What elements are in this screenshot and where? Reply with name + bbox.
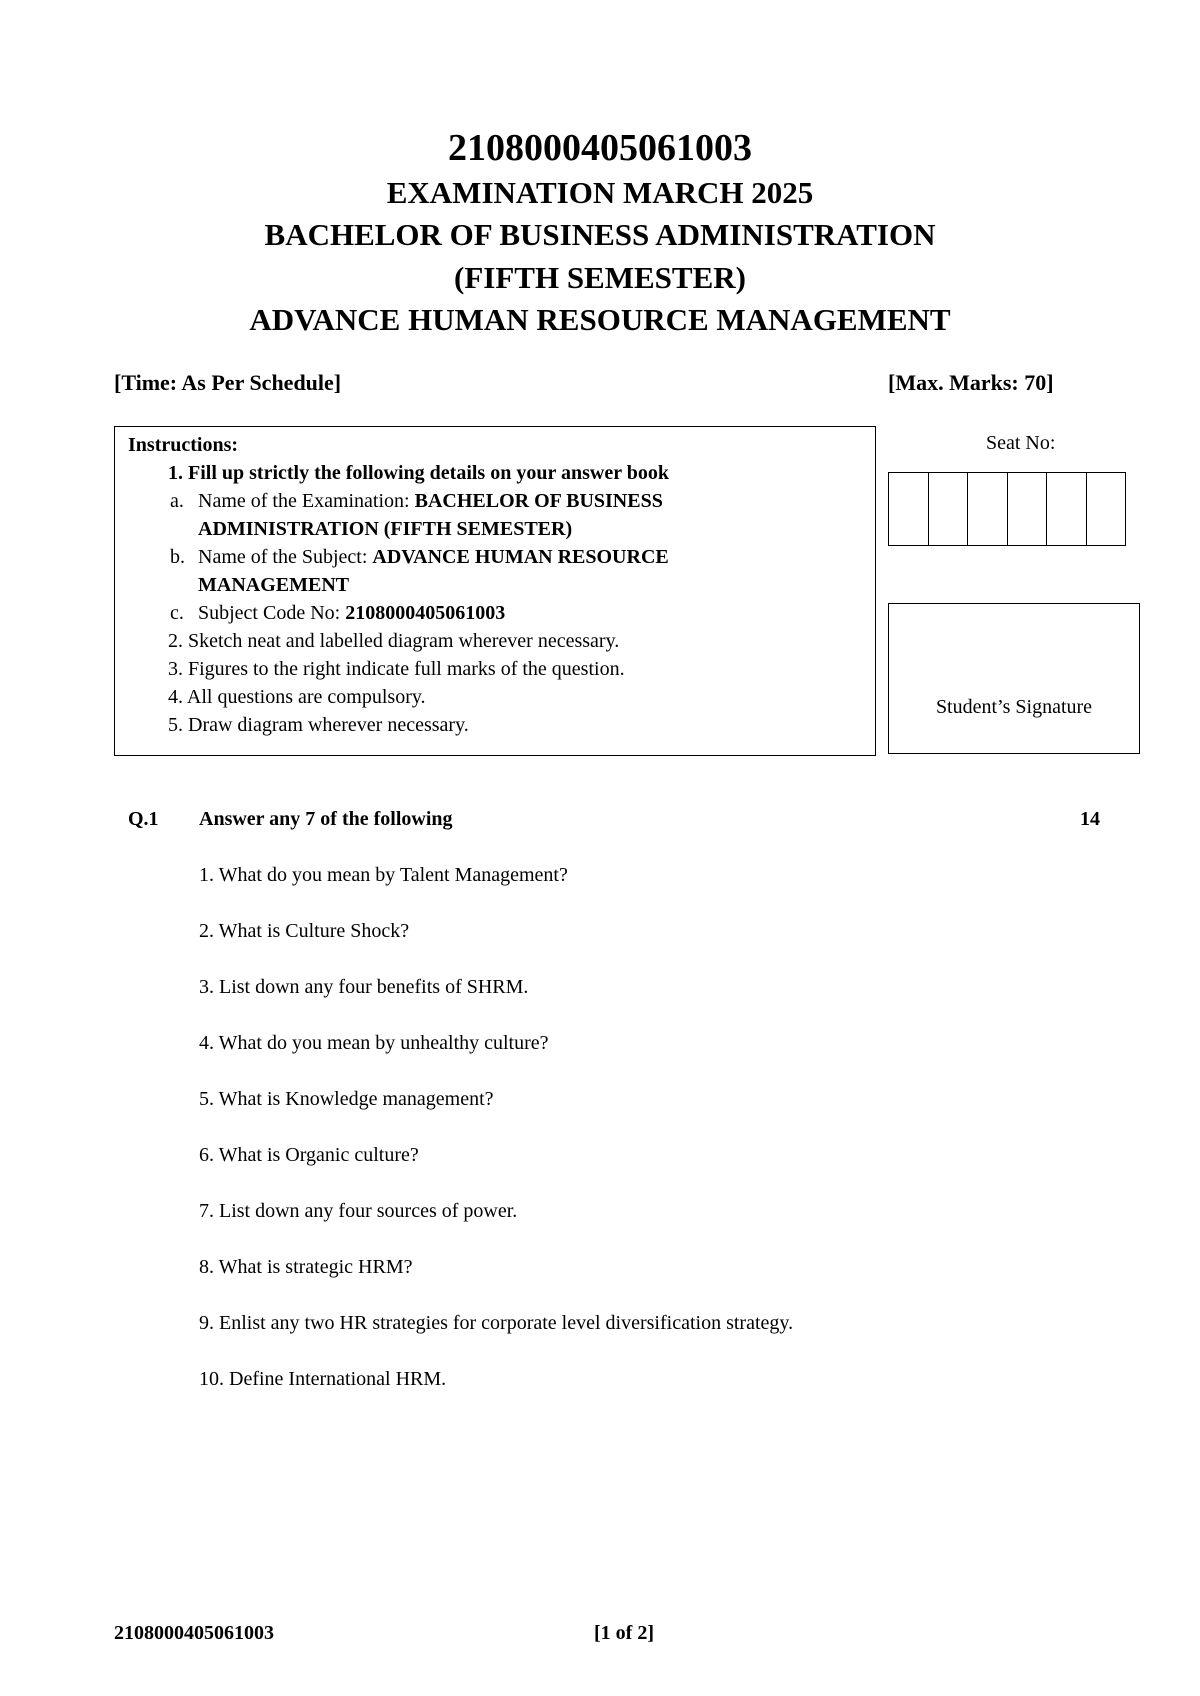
list-item: 5. What is Knowledge management? [199, 1088, 494, 1110]
seat-no-cell [889, 473, 929, 545]
time-label: [Time: As Per Schedule] [114, 370, 342, 395]
signature-label: Student’s Signature [935, 696, 1093, 718]
instruction-item-2: 2. Sketch neat and labelled diagram wherever necessary. [168, 630, 620, 652]
question-number: Q.1 [128, 808, 159, 830]
seat-no-label: Seat No: [986, 432, 1056, 454]
instruction-item-4: 4. All questions are compulsory. [168, 686, 426, 708]
instruction-b-prefix: b. [170, 546, 185, 568]
seat-no-cell [1087, 473, 1126, 545]
signature-box [888, 603, 1140, 754]
instruction-a-value: BACHELOR OF BUSINESS [414, 490, 663, 512]
question-marks: 14 [1080, 808, 1100, 830]
list-item: 10. Define International HRM. [199, 1368, 447, 1390]
instruction-c-label: Subject Code No: [198, 602, 346, 624]
subject-title: ADVANCE HUMAN RESOURCE MANAGEMENT [249, 302, 951, 337]
list-item: 4. What do you mean by unhealthy culture? [199, 1032, 549, 1054]
seat-no-grid [888, 472, 1126, 546]
instruction-a-label: Name of the Examination: [198, 490, 415, 512]
instruction-a-value-cont: ADMINISTRATION (FIFTH SEMESTER) [198, 518, 573, 540]
list-item: 3. List down any four benefits of SHRM. [199, 976, 529, 998]
instruction-item-3: 3. Figures to the right indicate full marks of the question. [168, 658, 625, 680]
question-title: Answer any 7 of the following [199, 808, 453, 830]
instruction-c-prefix: c. [170, 602, 184, 624]
instruction-item-5: 5. Draw diagram wherever necessary. [168, 714, 469, 736]
list-item: 6. What is Organic culture? [199, 1144, 419, 1166]
instruction-b [198, 543, 669, 571]
max-marks-label: [Max. Marks: 70] [888, 370, 1054, 395]
instruction-a-prefix: a. [170, 490, 184, 512]
instruction-b-label: Name of the Subject: [198, 546, 373, 568]
instruction-a [198, 487, 663, 515]
footer-code: 2108000405061003 [114, 1622, 274, 1644]
instruction-c-value: 2108000405061003 [345, 602, 506, 624]
instructions-title: Instructions: [128, 434, 239, 456]
subject-code-heading: 2108000405061003 [448, 127, 752, 169]
seat-no-cell [1008, 473, 1048, 545]
program-title: BACHELOR OF BUSINESS ADMINISTRATION [264, 217, 936, 252]
semester-title: (FIFTH SEMESTER) [454, 260, 746, 295]
instruction-c [198, 599, 505, 627]
seat-no-cell [968, 473, 1008, 545]
seat-no-cell [1047, 473, 1087, 545]
instruction-item-1: 1. Fill up strictly the following details on your answer book [168, 462, 669, 484]
list-item: 9. Enlist any two HR strategies for corporate level diversification strategy. [199, 1312, 794, 1334]
list-item: 7. List down any four sources of power. [199, 1200, 518, 1222]
exam-title: EXAMINATION MARCH 2025 [386, 175, 814, 210]
instruction-b-value-cont: MANAGEMENT [198, 574, 350, 596]
page-number: [1 of 2] [594, 1622, 654, 1644]
instruction-b-value: ADVANCE HUMAN RESOURCE [372, 546, 669, 568]
list-item: 1. What do you mean by Talent Management? [199, 864, 568, 886]
list-item: 8. What is strategic HRM? [199, 1256, 413, 1278]
list-item: 2. What is Culture Shock? [199, 920, 410, 942]
seat-no-cell [929, 473, 969, 545]
